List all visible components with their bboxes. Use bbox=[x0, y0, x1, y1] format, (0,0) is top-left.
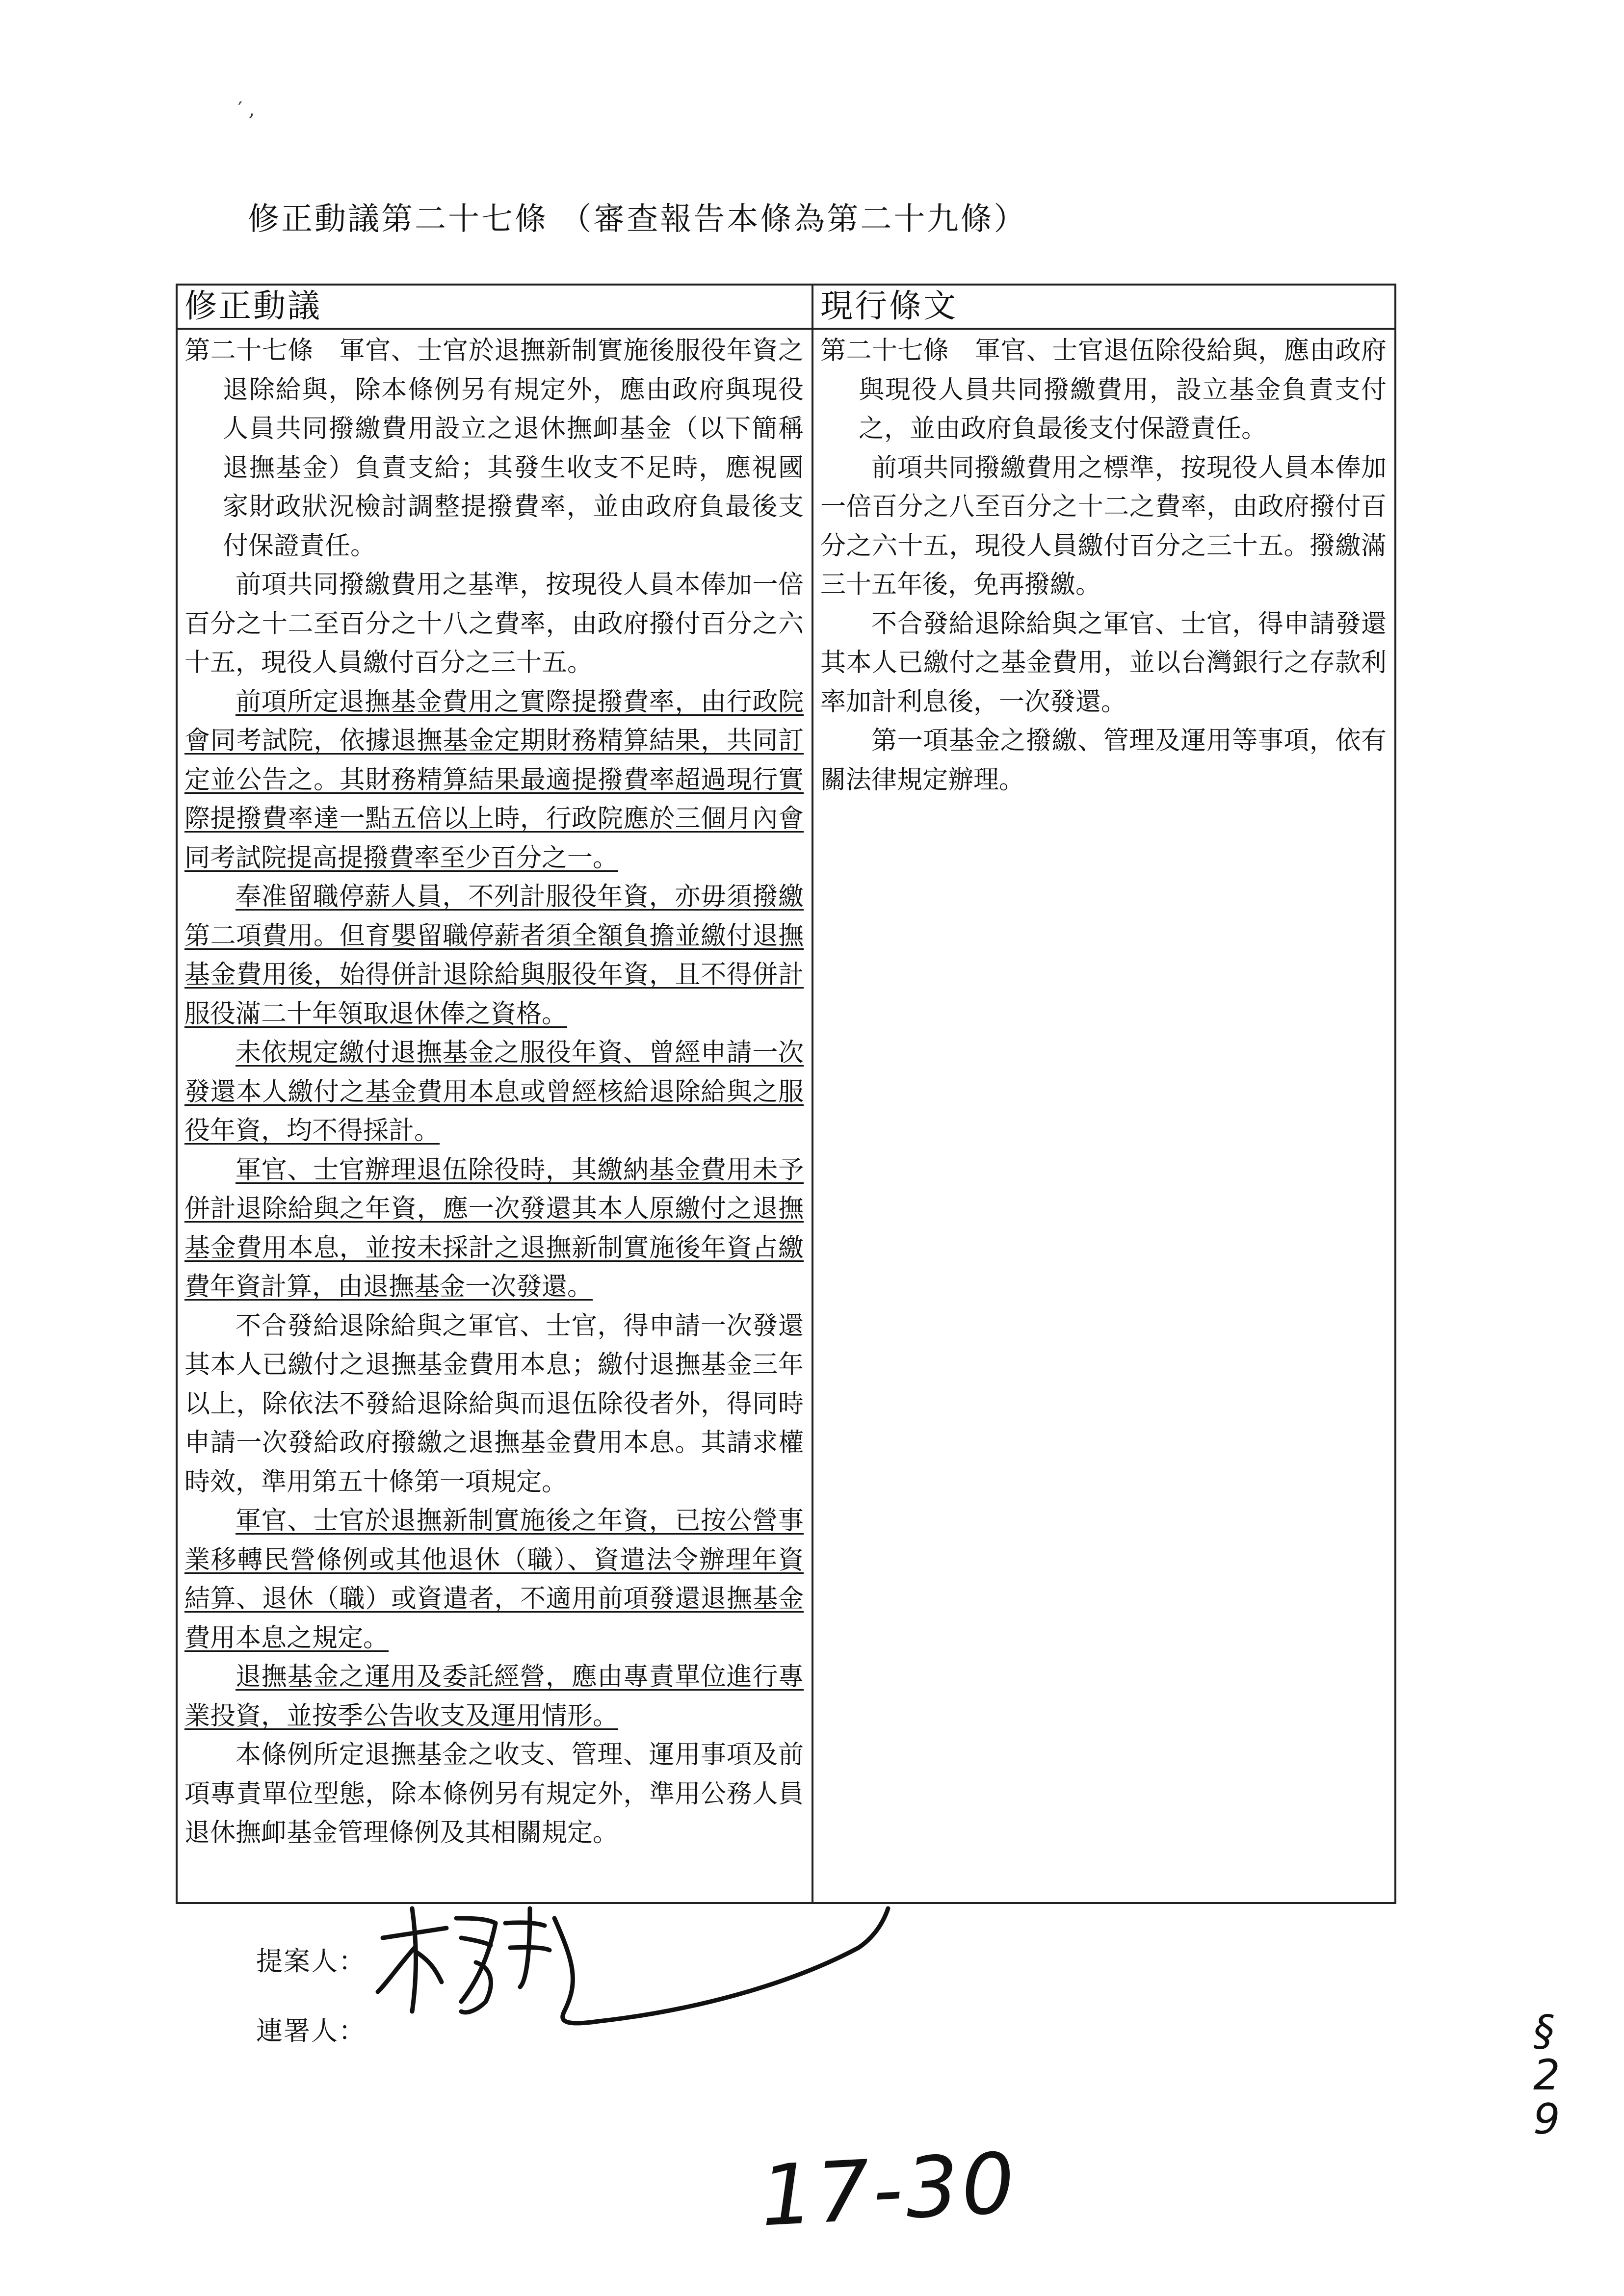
amendment-paragraph: 前項共同撥繳費用之基準，按現役人員本俸加一倍百分之十二至百分之十八之費率，由政府撥付百分之六十五，現役人員繳付百分之三十五。 bbox=[184, 570, 804, 678]
cosigner-label: 連署人： bbox=[256, 2015, 366, 2046]
amendment-header: 修正動議 bbox=[178, 286, 812, 330]
amendment-paragraph: 軍官、士官辦理退伍除役時，其繳納基金費用未予併計退除給與之年資，應一次發還其本人原繳付之退撫基金費用本息，並按未採計之退撫新制實施後年資占繳費年資計算，由退撫基金一次發還。 bbox=[184, 1155, 804, 1302]
amendment-paragraph: 軍官、士官於退撫新制實施後之年資，已按公營事業移轉民營條例或其他退休（職）、資遣法令辦理年資結算、退休（職）或資遣者，不適用前項發還退撫基金費用本息之規定。 bbox=[184, 1506, 804, 1653]
amendment-paragraph: 未依規定繳付退撫基金之服役年資、曾經申請一次發還本人繳付之基金費用本息或曾經核給退除給與之服役年資，均不得採計。 bbox=[184, 1038, 804, 1146]
amendment-paragraph: 前項所定退撫基金費用之實際提撥費率，由行政院會同考試院，依據退撫基金定期財務精算結果，共同訂定並公告之。其財務精算結果最適提撥費率超過現行實際提撥費率達一點五倍以上時，行政院應於三個月內會同考試院提高提撥費率至少百分之一。 bbox=[184, 687, 804, 873]
amendment-paragraph: 退撫基金之運用及委託經營，應由專責單位進行專業投資，並按季公告收支及運用情形。 bbox=[184, 1662, 804, 1731]
amendment-body bbox=[178, 330, 812, 1853]
amendment-column bbox=[178, 286, 813, 1902]
amendment-paragraph: 不合發給退除給與之軍官、士官，得申請一次發還其本人已繳付之退撫基金費用本息；繳付退撫基金三年以上，除依法不發給退除給與而退伍除役者外，得同時申請一次發給政府撥繳之退撫基金費用本息。其請求權時效，準用第五十條第一項規定。 bbox=[184, 1311, 804, 1497]
amendment-paragraph: 本條例所定退撫基金之收支、管理、運用事項及前項專責單位型態，除本條例另有規定外，準用公務人員退休撫卹基金管理條例及其相關規定。 bbox=[184, 1740, 804, 1848]
scan-marks: ′ , bbox=[238, 98, 255, 121]
current-law-body bbox=[813, 330, 1394, 800]
page-mark: 17-30 bbox=[758, 2135, 1020, 2245]
proposer-label: 提案人： bbox=[256, 1946, 366, 1977]
amendment-paragraph: 第二十七條 軍官、士官於退撫新制實施後服役年資之退除給與，除本條例另有規定外，應由政府與現役人員共同撥繳費用設立之退休撫卹基金（以下簡稱退撫基金）負責支給；其發生收支不足時，應視國家財政狀況檢討調整提撥費率，並由政府負最後支付保證責任。 bbox=[184, 336, 804, 561]
current-law-paragraph: 前項共同撥繳費用之標準，按現役人員本俸加一倍百分之八至百分之十二之費率，由政府撥付百分之六十五，現役人員繳付百分之三十五。撥繳滿三十五年後，免再撥繳。 bbox=[820, 453, 1387, 600]
handwritten-signature bbox=[343, 1864, 1079, 2061]
current-law-column bbox=[813, 286, 1394, 1902]
current-law-header: 現行條文 bbox=[813, 286, 1394, 330]
current-law-paragraph: 第一項基金之撥繳、管理及運用等事項，依有關法律規定辦理。 bbox=[820, 726, 1387, 795]
current-law-paragraph: 第二十七條 軍官、士官退伍除役給與，應由政府與現役人員共同撥繳費用，設立基金負責支付之，並由政府負最後支付保證責任。 bbox=[820, 336, 1387, 444]
current-law-paragraph: 不合發給退除給與之軍官、士官，得申請發還其本人已繳付之基金費用，並以台灣銀行之存款利率加計利息後，一次發還。 bbox=[820, 609, 1387, 717]
comparison-table bbox=[176, 284, 1396, 1904]
page-title: 修正動議第二十七條 （審查報告本條為第二十九條） bbox=[248, 201, 1027, 237]
amendment-paragraph: 奉准留職停薪人員，不列計服役年資，亦毋須撥繳第二項費用。但育嬰留職停薪者須全額負擔並繳付退撫基金費用後，始得併計退除給與服役年資，且不得併計服役滿二十年領取退休俸之資格。 bbox=[184, 882, 804, 1029]
margin-note: § 29 bbox=[1533, 2007, 1560, 2144]
